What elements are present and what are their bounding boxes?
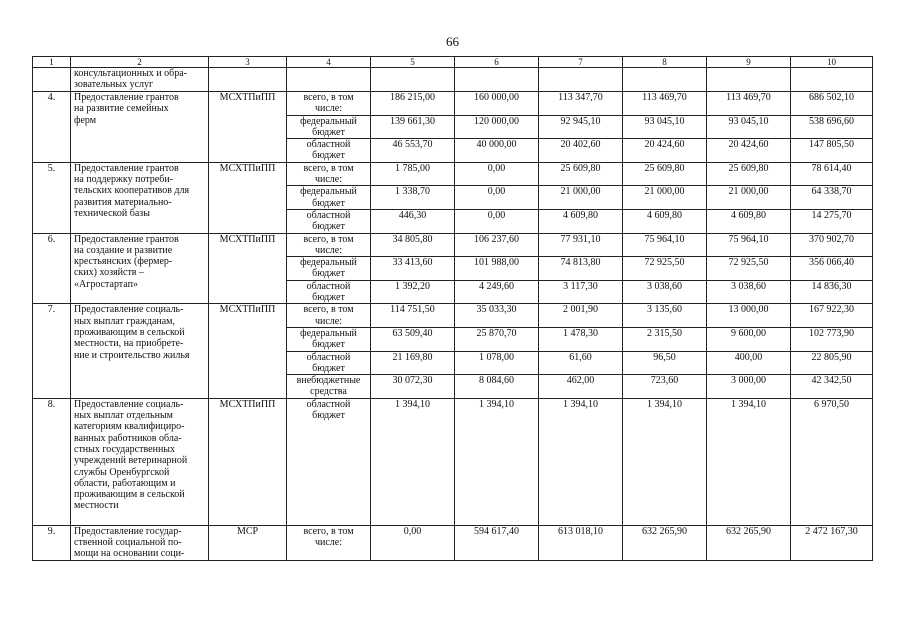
row-number-cell: 4. [33, 92, 71, 163]
row-number-cell: 6. [33, 233, 71, 304]
value-cell: 8 084,60 [455, 375, 539, 399]
value-cell: 75 964,10 [623, 233, 707, 257]
value-cell: 1 394,10 [455, 398, 539, 525]
value-cell: 2 472 167,30 [791, 525, 873, 560]
measure-name: консультационных и обра- зовательных услуг [71, 68, 209, 92]
value-cell: 77 931,10 [539, 233, 623, 257]
executor-cell: МСХТПиПП [209, 233, 287, 304]
measure-name: Предоставление социаль- ных выплат отдельным категориям квалифициро- ванных работников обла- стных государственных учреждений ветеринарной службы Оренбургской области, работающим и проживающим в сельской местности [71, 398, 209, 525]
program-table [32, 56, 873, 561]
value-cell: 167 922,30 [791, 304, 873, 328]
table-row [33, 233, 873, 257]
carry-over-row [33, 68, 873, 92]
column-number: 4 [287, 57, 371, 68]
value-cell: 370 902,70 [791, 233, 873, 257]
column-number: 9 [707, 57, 791, 68]
value-cell: 21 000,00 [539, 186, 623, 210]
executor-cell: МСХТПиПП [209, 162, 287, 233]
value-cell: 6 970,50 [791, 398, 873, 525]
value-cell: 30 072,30 [371, 375, 455, 399]
value-cell: 1 394,10 [539, 398, 623, 525]
row-number-cell: 8. [33, 398, 71, 525]
value-cell: 25 870,70 [455, 327, 539, 351]
executor-cell: МСР [209, 525, 287, 560]
funding-source: областной бюджет [287, 280, 371, 304]
value-cell: 113 469,70 [707, 92, 791, 116]
value-cell: 72 925,50 [623, 257, 707, 281]
value-cell: 1 078,00 [455, 351, 539, 375]
value-cell: 13 000,00 [707, 304, 791, 328]
measure-name: Предоставление государ- ственной социальной по- мощи на основании соци- [71, 525, 209, 560]
column-number: 10 [791, 57, 873, 68]
funding-source: всего, в том числе: [287, 304, 371, 328]
value-cell: 113 347,70 [539, 92, 623, 116]
value-cell: 1 392,20 [371, 280, 455, 304]
funding-source: федеральный бюджет [287, 257, 371, 281]
value-cell: 106 237,60 [455, 233, 539, 257]
funding-source: федеральный бюджет [287, 327, 371, 351]
value-cell: 723,60 [623, 375, 707, 399]
value-cell: 0,00 [455, 162, 539, 186]
value-cell: 14 836,30 [791, 280, 873, 304]
value-cell: 25 609,80 [707, 162, 791, 186]
value-cell: 96,50 [623, 351, 707, 375]
empty-cell [623, 68, 707, 92]
value-cell: 4 249,60 [455, 280, 539, 304]
measure-name: Предоставление социаль- ных выплат гражданам, проживающим в сельской местности, на приобрете- ние и строительство жилья [71, 304, 209, 398]
column-number: 2 [71, 57, 209, 68]
value-cell: 1 394,10 [623, 398, 707, 525]
row-number-cell: 7. [33, 304, 71, 398]
funding-source: областной бюджет [287, 351, 371, 375]
value-cell: 113 469,70 [623, 92, 707, 116]
value-cell: 120 000,00 [455, 115, 539, 139]
value-cell: 93 045,10 [707, 115, 791, 139]
value-cell: 102 773,90 [791, 327, 873, 351]
value-cell: 1 394,10 [371, 398, 455, 525]
funding-source: федеральный бюджет [287, 115, 371, 139]
value-cell: 20 424,60 [707, 139, 791, 163]
row-number-cell [33, 68, 71, 92]
funding-source: всего, в том числе: [287, 92, 371, 116]
value-cell: 538 696,60 [791, 115, 873, 139]
value-cell: 74 813,80 [539, 257, 623, 281]
value-cell: 64 338,70 [791, 186, 873, 210]
value-cell: 632 265,90 [623, 525, 707, 560]
value-cell: 446,30 [371, 209, 455, 233]
value-cell: 40 000,00 [455, 139, 539, 163]
value-cell: 632 265,90 [707, 525, 791, 560]
executor-cell: МСХТПиПП [209, 92, 287, 163]
funding-source: областной бюджет [287, 139, 371, 163]
funding-source: федеральный бюджет [287, 186, 371, 210]
value-cell: 4 609,80 [623, 209, 707, 233]
value-cell: 3 038,60 [623, 280, 707, 304]
value-cell: 147 805,50 [791, 139, 873, 163]
measure-name: Предоставление грантов на создание и развитие крестьянских (фермер- ских) хозяйств – «Агростартап» [71, 233, 209, 304]
table-row [33, 525, 873, 560]
value-cell: 0,00 [455, 186, 539, 210]
value-cell: 42 342,50 [791, 375, 873, 399]
value-cell: 686 502,10 [791, 92, 873, 116]
value-cell: 160 000,00 [455, 92, 539, 116]
executor-cell: МСХТПиПП [209, 398, 287, 525]
value-cell: 356 066,40 [791, 257, 873, 281]
value-cell: 20 424,60 [623, 139, 707, 163]
value-cell: 14 275,70 [791, 209, 873, 233]
value-cell: 462,00 [539, 375, 623, 399]
value-cell: 139 661,30 [371, 115, 455, 139]
value-cell: 21 000,00 [623, 186, 707, 210]
value-cell: 1 785,00 [371, 162, 455, 186]
value-cell: 9 600,00 [707, 327, 791, 351]
empty-cell [209, 68, 287, 92]
value-cell: 0,00 [371, 525, 455, 560]
value-cell: 4 609,80 [707, 209, 791, 233]
column-number: 1 [33, 57, 71, 68]
funding-source: областной бюджет [287, 209, 371, 233]
value-cell: 93 045,10 [623, 115, 707, 139]
value-cell: 1 338,70 [371, 186, 455, 210]
empty-cell [791, 68, 873, 92]
measure-name: Предоставление грантов на поддержку потреби- тельских кооперативов для развития материально- технической базы [71, 162, 209, 233]
value-cell: 46 553,70 [371, 139, 455, 163]
value-cell: 1 478,30 [539, 327, 623, 351]
value-cell: 613 018,10 [539, 525, 623, 560]
column-number: 5 [371, 57, 455, 68]
empty-cell [287, 68, 371, 92]
value-cell: 22 805,90 [791, 351, 873, 375]
column-number: 6 [455, 57, 539, 68]
funding-source: всего, в том числе: [287, 233, 371, 257]
funding-source: всего, в том числе: [287, 525, 371, 560]
row-number-cell: 5. [33, 162, 71, 233]
value-cell: 400,00 [707, 351, 791, 375]
value-cell: 25 609,80 [539, 162, 623, 186]
value-cell: 3 135,60 [623, 304, 707, 328]
value-cell: 33 413,60 [371, 257, 455, 281]
funding-source: внебюджетные средства [287, 375, 371, 399]
table-row [33, 162, 873, 186]
column-number: 8 [623, 57, 707, 68]
value-cell: 75 964,10 [707, 233, 791, 257]
column-number: 7 [539, 57, 623, 68]
value-cell: 186 215,00 [371, 92, 455, 116]
value-cell: 2 001,90 [539, 304, 623, 328]
value-cell: 3 000,00 [707, 375, 791, 399]
executor-cell: МСХТПиПП [209, 304, 287, 398]
value-cell: 4 609,80 [539, 209, 623, 233]
funding-source: всего, в том числе: [287, 162, 371, 186]
column-number-row [33, 57, 873, 68]
value-cell: 114 751,50 [371, 304, 455, 328]
value-cell: 101 988,00 [455, 257, 539, 281]
empty-cell [455, 68, 539, 92]
value-cell: 25 609,80 [623, 162, 707, 186]
value-cell: 72 925,50 [707, 257, 791, 281]
empty-cell [371, 68, 455, 92]
value-cell: 61,60 [539, 351, 623, 375]
row-number-cell: 9. [33, 525, 71, 560]
value-cell: 3 117,30 [539, 280, 623, 304]
table-row [33, 304, 873, 328]
page-number: 66 [446, 34, 459, 49]
value-cell: 21 169,80 [371, 351, 455, 375]
funding-source: областной бюджет [287, 398, 371, 525]
value-cell: 1 394,10 [707, 398, 791, 525]
empty-cell [539, 68, 623, 92]
value-cell: 63 509,40 [371, 327, 455, 351]
value-cell: 35 033,30 [455, 304, 539, 328]
value-cell: 0,00 [455, 209, 539, 233]
value-cell: 21 000,00 [707, 186, 791, 210]
value-cell: 34 805,80 [371, 233, 455, 257]
table-row [33, 398, 873, 525]
value-cell: 20 402,60 [539, 139, 623, 163]
value-cell: 2 315,50 [623, 327, 707, 351]
table-row [33, 92, 873, 116]
column-number: 3 [209, 57, 287, 68]
empty-cell [707, 68, 791, 92]
value-cell: 3 038,60 [707, 280, 791, 304]
value-cell: 78 614,40 [791, 162, 873, 186]
value-cell: 92 945,10 [539, 115, 623, 139]
value-cell: 594 617,40 [455, 525, 539, 560]
measure-name: Предоставление грантов на развитие семейных ферм [71, 92, 209, 163]
